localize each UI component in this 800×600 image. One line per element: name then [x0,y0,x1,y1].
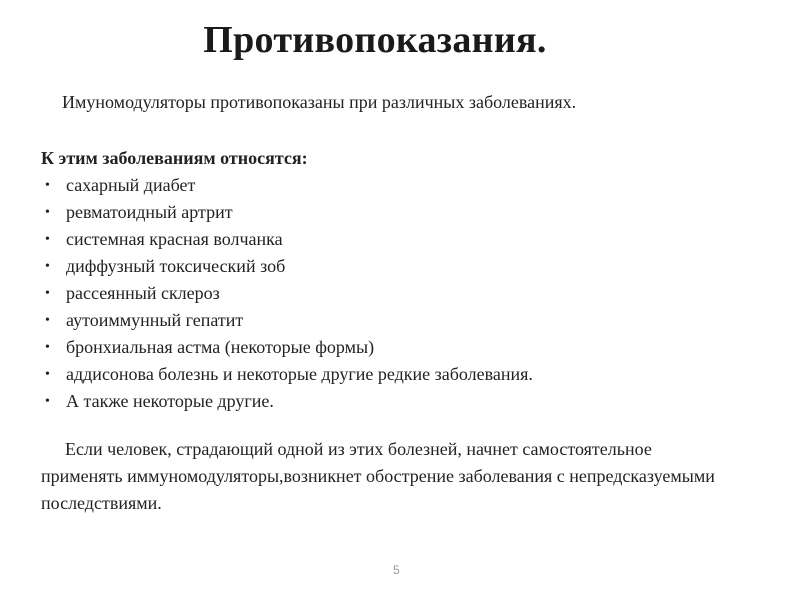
conclusion-text: Если человек, страдающий одной из этих болезней, начнет самостоятельное применять иммуномодуляторы,возникнет обострение заболевания с непредсказуемыми последствиями. [41,439,715,513]
bullet-icon: • [45,178,50,193]
list-item-text: А также некоторые другие. [66,391,274,411]
list-item-text: ревматоидный артрит [66,202,233,222]
bullet-icon: • [45,340,50,355]
slide-title: Противопоказания. [203,19,547,61]
list-item [41,280,533,307]
list-item [41,172,533,199]
bullet-icon: • [45,313,50,328]
list-item-text: рассеянный склероз [66,283,220,303]
list-item [41,226,533,253]
list-item-text: аутоиммунный гепатит [66,310,244,330]
bullet-icon: • [45,232,50,247]
page-number: 5 [393,563,400,577]
list-item [41,199,533,226]
list-item [41,334,533,361]
list-item-text: бронхиальная астма (некоторые формы) [66,337,375,357]
list-item [41,307,533,334]
list-item-text: системная красная волчанка [66,229,283,249]
list-item [41,388,533,415]
bullet-icon: • [45,394,50,409]
list-heading: К этим заболеваниям относятся: [41,148,308,168]
list-item-text: аддисонова болезнь и некоторые другие редкие заболевания. [66,364,533,384]
list-item-text: диффузный токсический зоб [66,256,286,276]
list-item [41,361,533,388]
intro-text: Имуномодуляторы противопоказаны при различных заболеваниях. [62,92,577,112]
bullet-icon: • [45,367,50,382]
disease-list [41,172,533,415]
bullet-icon: • [45,286,50,301]
bullet-icon: • [45,259,50,274]
list-item-text: сахарный диабет [66,175,196,195]
bullet-icon: • [45,205,50,220]
list-item [41,253,533,280]
